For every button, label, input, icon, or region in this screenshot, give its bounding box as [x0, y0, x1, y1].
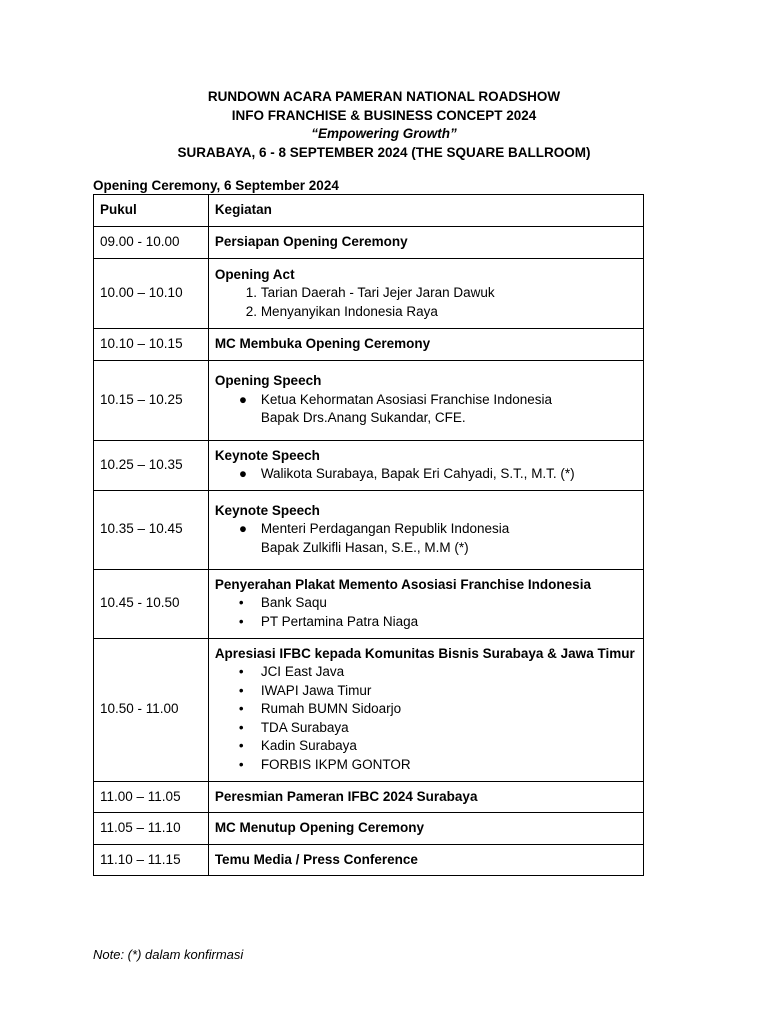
- list-item: [238, 737, 637, 756]
- header-tagline: “Empowering Growth”: [311, 126, 457, 141]
- bullet-icon: •: [238, 719, 244, 735]
- list-item-text: JCI East Java: [260, 664, 345, 680]
- row-time: 10.50 - 11.00: [94, 638, 209, 781]
- row-activity: [208, 360, 643, 440]
- row-activity: [208, 259, 643, 329]
- table-header-row: [94, 195, 644, 227]
- table-row: [94, 227, 644, 259]
- list-item: [238, 613, 637, 632]
- row-time: 11.00 – 11.05: [94, 781, 209, 813]
- list-item: [238, 756, 637, 775]
- bullet-icon: •: [238, 738, 244, 754]
- header-subtitle: INFO FRANCHISE & BUSINESS CONCEPT 2024: [231, 107, 537, 123]
- activity-list: [215, 391, 637, 428]
- activity-list: [215, 465, 637, 484]
- row-time: 10.15 – 10.25: [94, 360, 209, 440]
- bullet-icon: •: [238, 595, 244, 611]
- list-item-text: Walikota Surabaya, Bapak Eri Cahyadi, S.T., M.T. (*): [260, 466, 575, 481]
- activity-list: [215, 520, 637, 557]
- bullet-icon: •: [238, 756, 244, 772]
- table-row: [94, 360, 644, 440]
- bullet-icon: •: [238, 701, 244, 717]
- list-item: [238, 663, 637, 682]
- bullet-icon: ●: [238, 521, 247, 537]
- list-item-text: Bank Saqu: [260, 595, 327, 611]
- activity-title: Opening Speech: [214, 373, 322, 389]
- activity-list: [215, 284, 637, 321]
- table-row: [94, 638, 644, 781]
- activity-title: Persiapan Opening Ceremony: [214, 234, 408, 250]
- activity-title: MC Membuka Opening Ceremony: [214, 336, 431, 351]
- list-item: [238, 682, 637, 701]
- row-activity: [208, 490, 643, 569]
- row-time: 10.25 – 10.35: [94, 440, 209, 490]
- list-item-text: Kadin Surabaya: [260, 738, 357, 754]
- list-item: [238, 594, 637, 613]
- activity-title: Keynote Speech: [214, 447, 320, 463]
- table-row: [94, 813, 644, 845]
- list-item-text: FORBIS IKPM GONTOR: [260, 756, 411, 772]
- row-activity: [208, 227, 643, 259]
- list-item-text: Menteri Perdagangan Republik Indonesia: [260, 521, 510, 537]
- list-item-subline: Bapak Zulkifli Hasan, S.E., M.M (*): [260, 539, 469, 555]
- list-item: [238, 520, 637, 557]
- list-item: [238, 700, 637, 719]
- bullet-icon: •: [238, 613, 244, 629]
- list-item: [238, 391, 637, 428]
- activity-title: MC Menutup Opening Ceremony: [214, 820, 425, 835]
- list-item-subline: Bapak Drs.Anang Sukandar, CFE.: [260, 410, 466, 426]
- rundown-table: [93, 194, 644, 876]
- header-location: SURABAYA, 6 - 8 SEPTEMBER 2024 (THE SQUARE BALLROOM): [177, 144, 591, 160]
- table-row: [94, 440, 644, 490]
- activity-title: Penyerahan Plakat Memento Asosiasi Franchise Indonesia: [214, 576, 591, 592]
- row-activity: [208, 440, 643, 490]
- bullet-icon: ●: [238, 466, 247, 481]
- header-cell-time: Pukul: [94, 195, 209, 227]
- list-item: [238, 465, 637, 484]
- row-time: 11.10 – 11.15: [94, 844, 209, 876]
- activity-title: Temu Media / Press Conference: [214, 851, 418, 867]
- activity-title: Opening Act: [214, 266, 295, 282]
- activity-title: Peresmian Pameran IFBC 2024 Surabaya: [214, 788, 478, 804]
- row-activity: [208, 781, 643, 813]
- activity-title: Keynote Speech: [214, 502, 320, 518]
- footnote: Note: (*) dalam konfirmasi: [93, 947, 244, 962]
- activity-list: [215, 594, 637, 631]
- row-time: 09.00 - 10.00: [94, 227, 209, 259]
- header-title: RUNDOWN ACARA PAMERAN NATIONAL ROADSHOW: [207, 89, 561, 104]
- row-activity: [208, 638, 643, 781]
- table-row: [94, 329, 644, 361]
- section-title: Opening Ceremony, 6 September 2024: [93, 178, 339, 193]
- list-item-text: Ketua Kehormatan Asosiasi Franchise Indonesia: [260, 391, 552, 407]
- list-item: 1. Tarian Daerah - Tari Jejer Jaran Dawuk: [261, 284, 637, 303]
- row-time: 10.10 – 10.15: [94, 329, 209, 361]
- row-time: 11.05 – 11.10: [94, 813, 209, 845]
- list-item-text: IWAPI Jawa Timur: [260, 682, 372, 698]
- activity-list: [215, 663, 637, 774]
- row-time: 10.45 - 10.50: [94, 569, 209, 638]
- list-item-text: PT Pertamina Patra Niaga: [260, 613, 419, 629]
- activity-title: Apresiasi IFBC kepada Komunitas Bisnis Surabaya & Jawa Timur: [214, 645, 635, 661]
- row-activity: [208, 329, 643, 361]
- row-activity: [208, 844, 643, 876]
- row-time: 10.00 – 10.10: [94, 259, 209, 329]
- list-item: 2. Menyanyikan Indonesia Raya: [261, 303, 637, 322]
- row-activity: [208, 813, 643, 845]
- bullet-icon: ●: [238, 391, 247, 407]
- table-row: [94, 569, 644, 638]
- table-row: [94, 490, 644, 569]
- list-item-text: TDA Surabaya: [260, 719, 349, 735]
- row-time: 10.35 – 10.45: [94, 490, 209, 569]
- table-row: [94, 781, 644, 813]
- list-item: [238, 719, 637, 738]
- header-cell-activity: Kegiatan: [208, 195, 643, 227]
- row-activity: [208, 569, 643, 638]
- document-header: [0, 88, 768, 162]
- table-row: [94, 259, 644, 329]
- list-item-text: Rumah BUMN Sidoarjo: [260, 701, 402, 717]
- bullet-icon: •: [238, 682, 244, 698]
- bullet-icon: •: [238, 664, 244, 680]
- table-row: [94, 844, 644, 876]
